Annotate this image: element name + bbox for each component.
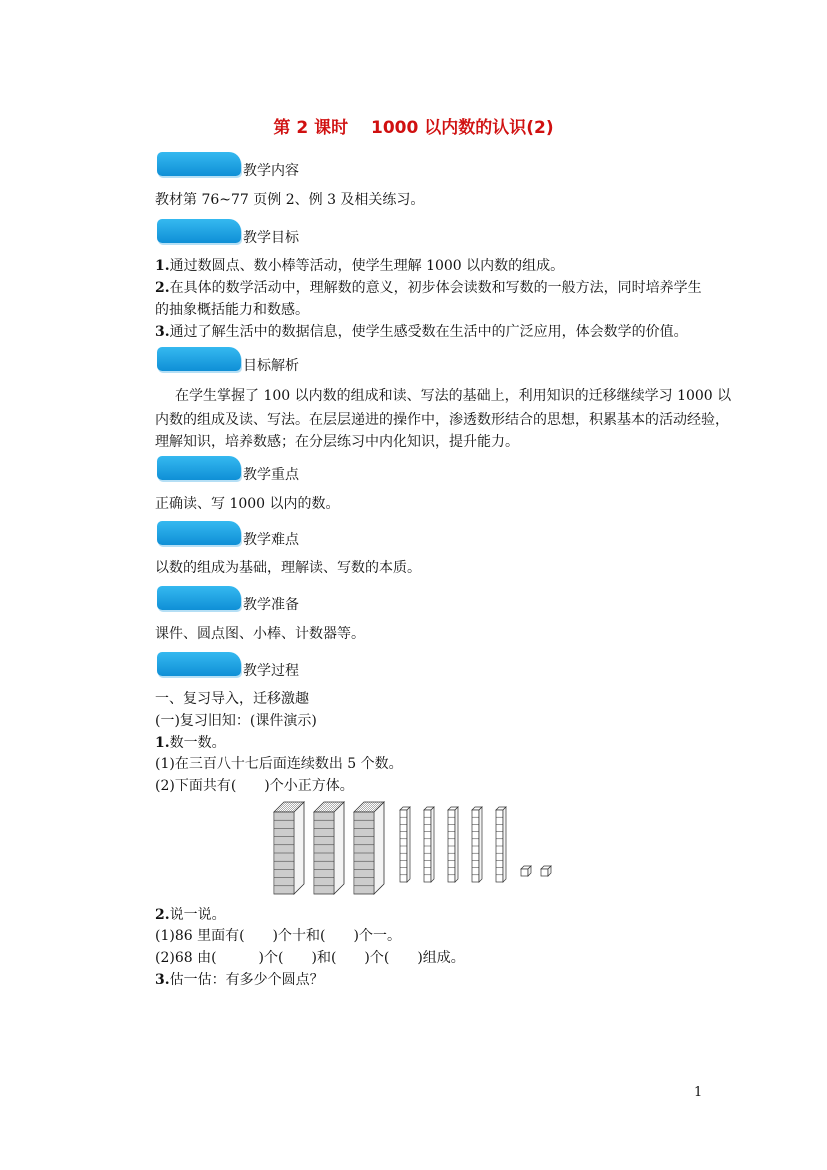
section-label: 目标解析	[243, 358, 299, 374]
process-sub-heading: (一)复习旧知：(课件演示)	[155, 713, 317, 729]
goal-text: 通过了解生活中的数据信息，使学生感受数在生活中的广泛应用，体会数学的价值。	[169, 324, 688, 340]
process-part-heading: 一、复习导入，迁移激趣	[155, 691, 309, 707]
page-title: 第 2 课时 1000 以内数的认识(2)	[273, 118, 554, 138]
section-tab-decoration	[157, 652, 241, 676]
ten-rod-block	[496, 807, 506, 882]
difficulty-text: 以数的组成为基础，理解读、写数的本质。	[155, 560, 421, 576]
analysis-line: 在学生掌握了 100 以内数的组成和读、写法的基础上，利用知识的迁移继续学习 1000 以	[175, 388, 732, 404]
page-number: 1	[694, 1085, 703, 1100]
ten-rod-block	[400, 807, 410, 882]
keypoint-text: 正确读、写 1000 以内的数。	[155, 496, 340, 512]
question-item	[155, 969, 324, 989]
goal-number: 3.	[155, 324, 170, 340]
question-number: 2.	[155, 907, 170, 923]
goal-item	[155, 321, 688, 341]
hundred-flat-block	[314, 802, 344, 894]
goal-text: 在具体的数学活动中，理解数的意义，初步体会读数和写数的一般方法，同时培养学生	[169, 280, 702, 296]
question-text: 说一说。	[169, 907, 226, 923]
section-tab-decoration	[157, 521, 241, 545]
goal-number: 2.	[155, 280, 170, 296]
section-label: 教学过程	[243, 663, 299, 679]
question-text: 估一估：有多少个圆点？	[169, 972, 324, 988]
ten-rod-block	[472, 807, 482, 882]
section-label: 教学准备	[243, 597, 299, 613]
analysis-line: 理解知识，培养数感；在分层练习中内化知识，提升能力。	[155, 434, 519, 450]
question-subitem: (2)下面共有( )个小正方体。	[155, 778, 354, 794]
goal-number: 1.	[155, 258, 170, 274]
section-tab-decoration	[157, 219, 241, 243]
question-item	[155, 732, 226, 752]
ten-rod-block	[424, 807, 434, 882]
question-item	[155, 904, 226, 924]
prep-text: 课件、圆点图、小棒、计数器等。	[155, 626, 365, 642]
unit-cube-block	[541, 866, 551, 876]
base-ten-blocks-figure	[268, 796, 558, 898]
question-subitem: (1)在三百八十七后面连续数出 5 个数。	[155, 756, 403, 772]
question-subitem: (2)68 由( )个( )和( )个( )组成。	[155, 950, 465, 966]
section-tab-decoration	[157, 152, 241, 176]
goal-item	[155, 277, 702, 297]
question-subitem: (1)86 里面有( )个十和( )个一。	[155, 928, 401, 944]
question-number: 1.	[155, 735, 170, 751]
question-number: 3.	[155, 972, 170, 988]
content-text: 教材第 76~77 页例 2、例 3 及相关练习。	[155, 192, 425, 208]
ten-rod-block	[448, 807, 458, 882]
analysis-line: 内数的组成及读、写法。在层层递进的操作中，渗透数形结合的思想，积累基本的活动经验，	[155, 412, 729, 428]
section-label: 教学内容	[243, 163, 299, 179]
goal-item	[155, 255, 564, 275]
unit-cube-block	[521, 866, 531, 876]
question-text: 数一数。	[169, 735, 226, 751]
section-tab-decoration	[157, 586, 241, 610]
hundred-flat-block	[354, 802, 384, 894]
section-label: 教学目标	[243, 230, 299, 246]
section-label: 教学难点	[243, 532, 299, 548]
goal-text-continued: 的抽象概括能力和数感。	[155, 302, 309, 318]
hundred-flat-block	[274, 802, 304, 894]
section-tab-decoration	[157, 347, 241, 371]
section-label: 教学重点	[243, 467, 299, 483]
goal-text: 通过数圆点、数小棒等活动，使学生理解 1000 以内数的组成。	[169, 258, 565, 274]
section-tab-decoration	[157, 456, 241, 480]
